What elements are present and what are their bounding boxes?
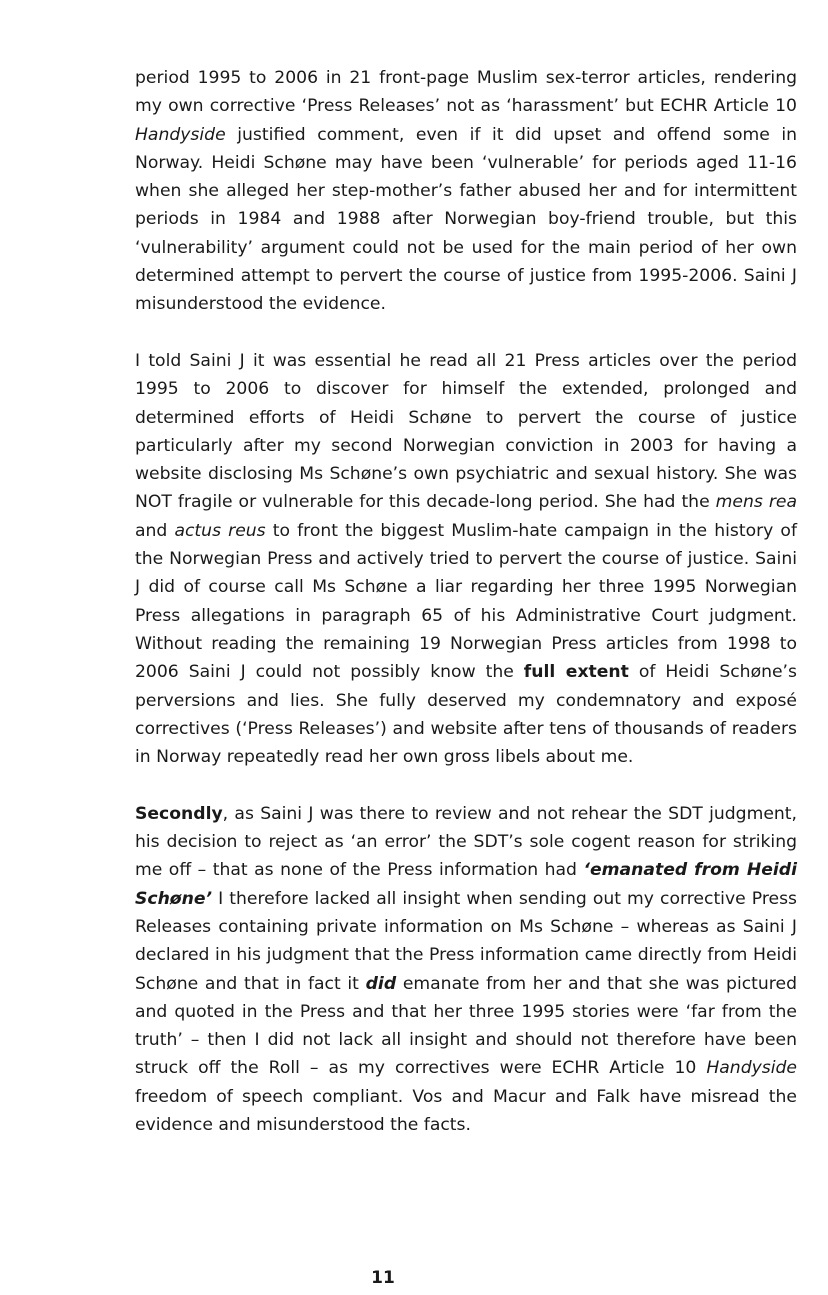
text-segment: I therefore lacked all insight when sending out my corrective Press Releases containing private information on Ms Schøne – whereas as Saini J declared in his judgment that the Press information came directly from Heidi Schøne and that in fact it xyxy=(135,888,797,994)
text-segment: emanate from her and that she was pictured and quoted in the Press and that her three 1995 stories were ‘far from the truth’ – then I did not lack all insight and should not therefore have been struck off the Roll – as my correctives were ECHR Article 10 xyxy=(135,973,797,1079)
text-segment: of Heidi Schøne’s perversions and lies. She fully deserved my condemnatory and exposé correctives (‘Press Releases’) and website after tens of thousands of readers in Norway repeatedly read her own gross libels about me. xyxy=(135,662,797,768)
text-segment: actus reus xyxy=(174,520,266,541)
text-segment: and xyxy=(135,520,175,541)
text-segment: freedom of speech compliant. Vos and Macur and Falk have misread the evidence and misunderstood the facts. xyxy=(135,1086,797,1135)
text-segment: , as Saini J was there to review and not rehear the SDT judgment, his decision to reject as ‘an error’ the SDT’s sole cogent reason for striking me off – that as none of the Press information had xyxy=(135,803,797,881)
text-segment: Handyside xyxy=(135,124,226,145)
paragraph-1 xyxy=(135,64,797,319)
text-segment: did xyxy=(365,973,397,994)
text-segment: I told Saini J it was essential he read all 21 Press articles over the period 1995 to 2006 to discover for himself the extended, prolonged and determined efforts of Heidi Schøne to pervert the course of justice particularly after my second Norwegian conviction in 2003 for having a website disclosing Ms Schøne’s own psychiatric and sexual history. She was NOT fragile or vulnerable for this decade-long period. She had the xyxy=(135,350,797,513)
text-segment: full extent xyxy=(523,662,629,683)
text-segment: period 1995 to 2006 in 21 front-page Muslim sex-terror articles, rendering my own corrective ‘Press Releases’ not as ‘harassment’ but ECHR Article 10 xyxy=(135,68,797,117)
text-segment: justified comment, even if it did upset and offend some in Norway. Heidi Schøne may have been ‘vulnerable’ for periods aged 11-16 when she alleged her step-mother’s father abused her and for intermittent periods in 1984 and 1988 after Norwegian boy-friend trouble, but this ‘vulnerability’ argument could not be used for the main period of her own determined attempt to pervert the course of justice from 1995-2006. Saini J misunderstood the evidence. xyxy=(135,124,797,315)
text-segment: ‘emanated from Heidi Schøne’ xyxy=(135,860,797,909)
paragraph-2 xyxy=(135,347,797,771)
text-segment: Secondly xyxy=(135,803,223,824)
text-segment: mens rea xyxy=(715,492,797,513)
text-segment: to front the biggest Muslim-hate campaign in the history of the Norwegian Press and actively tried to pervert the course of justice. Saini J did of course call Ms Schøne a liar regarding her three 1995 Norwegian Press allegations in paragraph 65 of his Administrative Court judgment. Without reading the remaining 19 Norwegian Press articles from 1998 to 2006 Saini J could not possibly know the xyxy=(135,520,797,683)
page-number: 11 xyxy=(371,1268,395,1288)
text-segment: Handyside xyxy=(706,1058,797,1079)
document-body xyxy=(135,64,797,1139)
paragraph-3 xyxy=(135,800,797,1140)
